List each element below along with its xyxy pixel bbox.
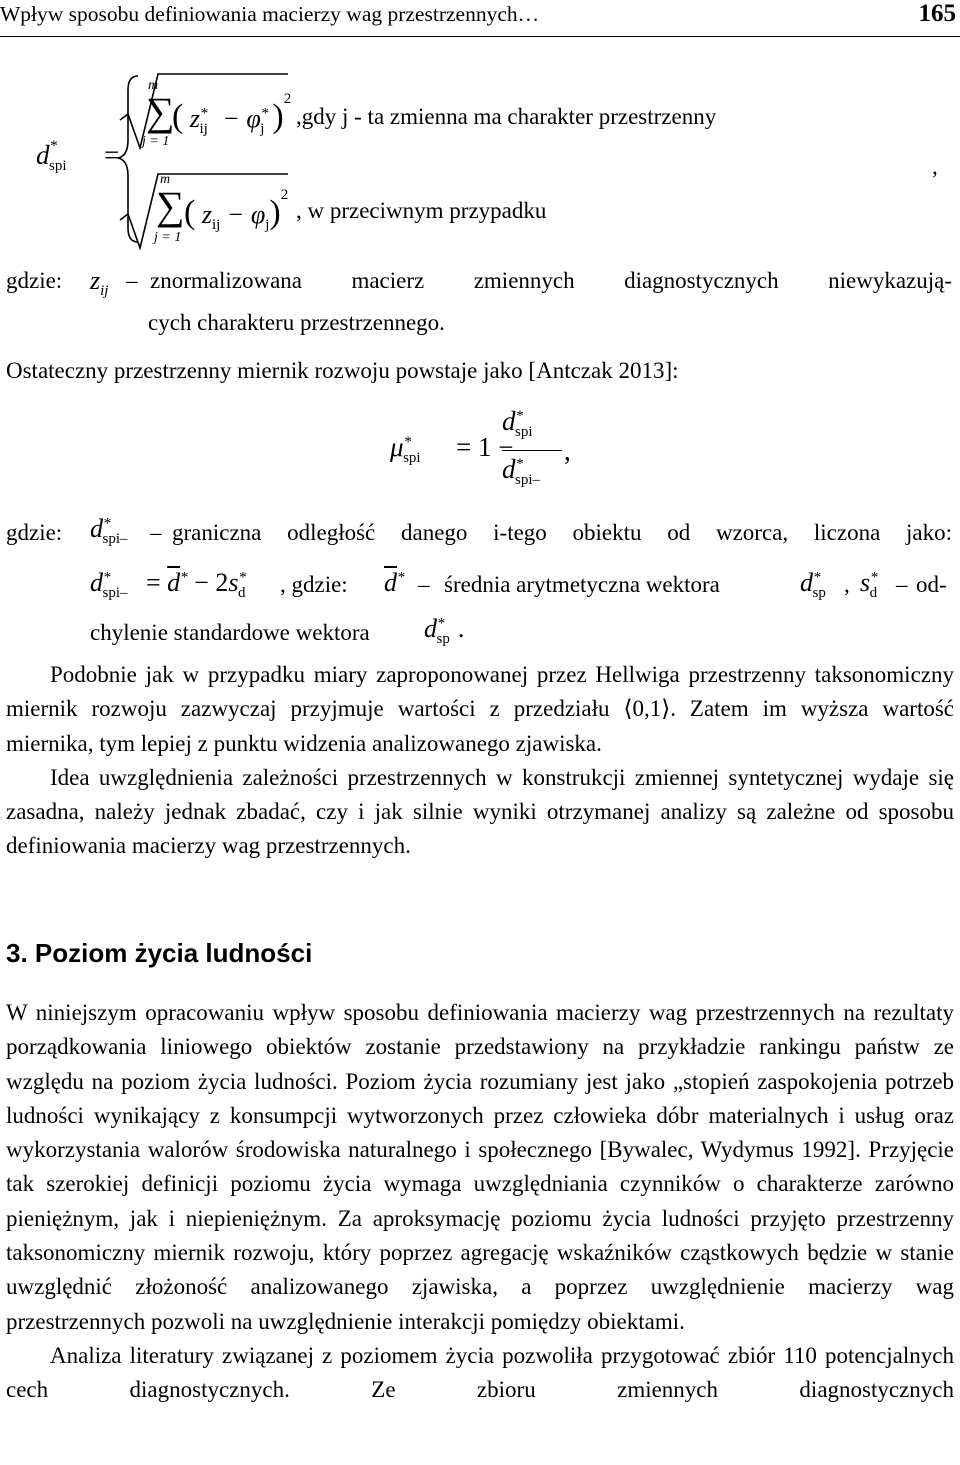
case1-expr: ( $z^*_{ij} - \varphi^*_j$ )$^2$: [172, 91, 292, 138]
sum-sign-icon: ∑: [146, 89, 175, 134]
sum-sign-icon: ∑: [156, 183, 185, 228]
sum-upper-limit: m: [148, 78, 159, 93]
definition-text-cont: cych charakteru przestrzennego.: [148, 310, 445, 335]
paragraph: Analiza literatury związanej z poziomem życia pozwoliła przygotować zbiór 110 potencjalnych cech diagnostycznych. Ze zbioru zmiennych diagnostycznych: [6, 1342, 954, 1403]
symbol-z-ij: $z_{ij}$: [90, 266, 109, 300]
definition-d-spi-minus: gdzie: $d^*_{spi-}$ – graniczna odległość danego i-tego obiektu od wzorca, liczona jako: $d^*_{spi-}$ = $\overline{d}^* - 2s^*_d$ , gdzie: $\overline{d}^*$ – średnia arytmetyczna wektora $d^*_{sp}$ , $s^*_d$ – od- chylenie standardowe wektora $d^*_{sp}$ .: [6, 514, 952, 648]
header-rule: [0, 36, 960, 37]
formula-d-spi-piecewise: [0, 60, 960, 260]
symbol-s-d: $s^*_d$: [860, 568, 878, 602]
body-paragraphs: [6, 658, 954, 864]
eq-rhs: = $\overline{d}^* - 2s^*_d$: [146, 568, 246, 602]
sum-lower-limit: j = 1: [142, 134, 170, 149]
formula-mu-spi: $\mu^*_{spi}$ = 1 − $d^*_{spi}$ $d^*_{spi-}$ ,: [390, 406, 571, 489]
definition-z-ij: [0, 266, 960, 346]
gdzie-label: gdzie:: [6, 520, 63, 545]
gdzie-label: gdzie:: [6, 268, 63, 293]
formula1-equals: =: [104, 140, 120, 170]
formula1-comma: ,: [932, 154, 938, 179]
vector-d-sp: $d^*_{sp}$: [800, 568, 826, 602]
formula1-lhs: $d^*_{spi}$: [36, 138, 67, 175]
sum-lower-limit: j = 1: [154, 230, 182, 245]
running-title: Wpływ sposobu definiowania macierzy wag przestrzennych…: [0, 2, 540, 26]
section-heading: 3. Poziom życia ludności: [6, 938, 313, 968]
case2-expr: ( $z_{ij} - \varphi_j)^2$: [184, 187, 289, 234]
definition-text-cont: chylenie standardowe wektora: [90, 620, 370, 645]
section-body: [6, 996, 954, 1408]
definition-text: znormalizowana macierz zmiennych diagnostycznych niewykazują-: [150, 268, 952, 293]
paragraph: W niniejszym opracowaniu wpływ sposobu definiowania macierzy wag przestrzennych na rezultaty porządkowania liniowego obiektów zostanie przedstawiony na przykładzie rankingu państw ze względu na poziom życia ludności. Poziom życia rozumiany jest jako „stopień zaspokojenia potrzeb ludności wynikający z konsumpcji wytworzonych przez człowieka dóbr materialnych i usług oraz wykorzystania walorów środowiska naturalnego i społecznego [Bywalec, Wydymus 1992]. Przyjęcie tak szerokiej definicji poziomu życia wymaga uwzględniania czynników o charakterze zarówno pieniężnym, jak i niepieniężnym. Za aproksymację poziomu życia ludności przyjęto przestrzenny taksonomiczny miernik rozwoju, który poprzez agregację wskaźników cząstkowych będzie w stanie uwzględnić złożoność analizowanego zjawiska, a poprzez uwzględnienie macierzy wag przestrzennych pozwoli na uwzględnienie interakcji pomiędzy obiektami.: [6, 1000, 954, 1334]
definition-text: graniczna odległość danego i-tego obiektu od wzorca, liczona jako:: [172, 520, 952, 545]
paragraph: Podobnie jak w przypadku miary zaproponowanej przez Hellwiga przestrzenny taksonomiczny miernik rozwoju zazwyczaj przyjmuje wartości z przedziału ⟨0,1⟩. Zatem im wyższa wartość miernika, tym lepiej z punktu widzenia analizowanego zjawiska.: [6, 662, 954, 756]
running-header: [0, 0, 960, 40]
case1-condition: ,gdy j - ta zmienna ma charakter przestrzenny: [296, 104, 717, 129]
mean-description: średnia arytmetyczna wektora: [444, 572, 720, 597]
dash: –: [126, 268, 138, 293]
sum-upper-limit: m: [160, 172, 171, 187]
intro-sentence: Ostateczny przestrzenny miernik rozwoju powstaje jako [Antczak 2013]:: [6, 358, 679, 383]
hyphenated-word: od-: [916, 572, 947, 597]
mean-symbol: $\overline{d}^*$: [384, 568, 405, 597]
interval: ⟨0,1⟩: [623, 696, 671, 722]
symbol-d-spi-minus: $d^*_{spi-}$: [90, 514, 128, 548]
gdzie-inner: , gdzie:: [280, 572, 348, 597]
eq-d-spi-minus: $d^*_{spi-}$: [90, 568, 128, 602]
paragraph: Idea uwzględnienia zależności przestrzennych w konstrukcji zmiennej syntetycznej wydaje się zasadna, należy jednak zbadać, czy i jak silnie wyniki otrzymanej analizy są zależne od sposobu definiowania macierzy wag przestrzennych.: [6, 764, 954, 859]
page-number: 165: [918, 0, 956, 27]
vector-d-sp: $d^*_{sp}$ .: [424, 614, 465, 648]
case2-condition: , w przeciwnym przypadku: [296, 198, 547, 223]
